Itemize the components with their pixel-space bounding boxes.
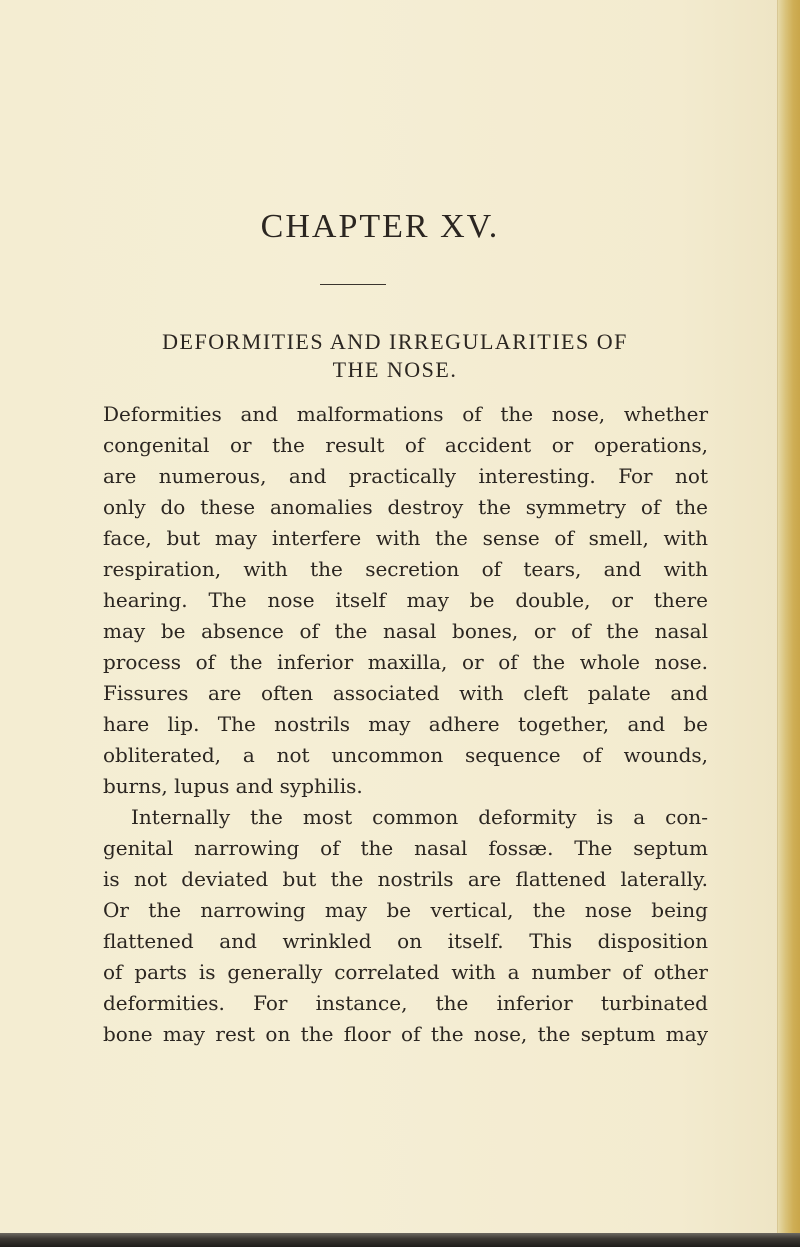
title-rule <box>320 284 386 285</box>
body-line: deformities. For instance, the inferior turbinated <box>103 991 708 1015</box>
body-line: hearing. The nose itself may be double, or there <box>103 588 708 612</box>
body-line: obliterated, a not uncommon sequence of wounds, <box>103 743 708 767</box>
page-bottom-shadow <box>0 1233 800 1247</box>
body-line: is not deviated but the nostrils are flattened laterally. <box>103 867 708 891</box>
section-heading <box>0 328 790 384</box>
body-line: flattened and wrinkled on itself. This disposition <box>103 929 708 953</box>
body-line: of parts is generally correlated with a number of other <box>103 960 708 984</box>
body-line: hare lip. The nostrils may adhere together, and be <box>103 712 708 736</box>
section-heading-line-2: THE NOSE. <box>332 357 458 382</box>
body-line: Fissures are often associated with cleft palate and <box>103 681 708 705</box>
body-line: bone may rest on the floor of the nose, the septum may <box>103 1022 708 1046</box>
body-line: Internally the most common deformity is a con- <box>131 805 708 829</box>
page-edge-binding <box>777 0 800 1247</box>
body-line: Deformities and malformations of the nose, whether <box>103 402 708 426</box>
body-line: may be absence of the nasal bones, or of the nasal <box>103 619 708 643</box>
body-line: face, but may interfere with the sense of smell, with <box>103 526 708 550</box>
body-line: burns, lupus and syphilis. <box>103 774 363 798</box>
body-line: respiration, with the secretion of tears, and with <box>103 557 708 581</box>
body-line: genital narrowing of the nasal fossæ. The septum <box>103 836 708 860</box>
body-line: Or the narrowing may be vertical, the nose being <box>103 898 708 922</box>
body-line: are numerous, and practically interesting. For not <box>103 464 708 488</box>
section-heading-line-1: DEFORMITIES AND IRREGULARITIES OF <box>162 329 628 354</box>
body-line: only do these anomalies destroy the symmetry of the <box>103 495 708 519</box>
chapter-title: CHAPTER XV. <box>260 208 500 245</box>
body-line: process of the inferior maxilla, or of the whole nose. <box>103 650 708 674</box>
body-line: congenital or the result of accident or operations, <box>103 433 708 457</box>
